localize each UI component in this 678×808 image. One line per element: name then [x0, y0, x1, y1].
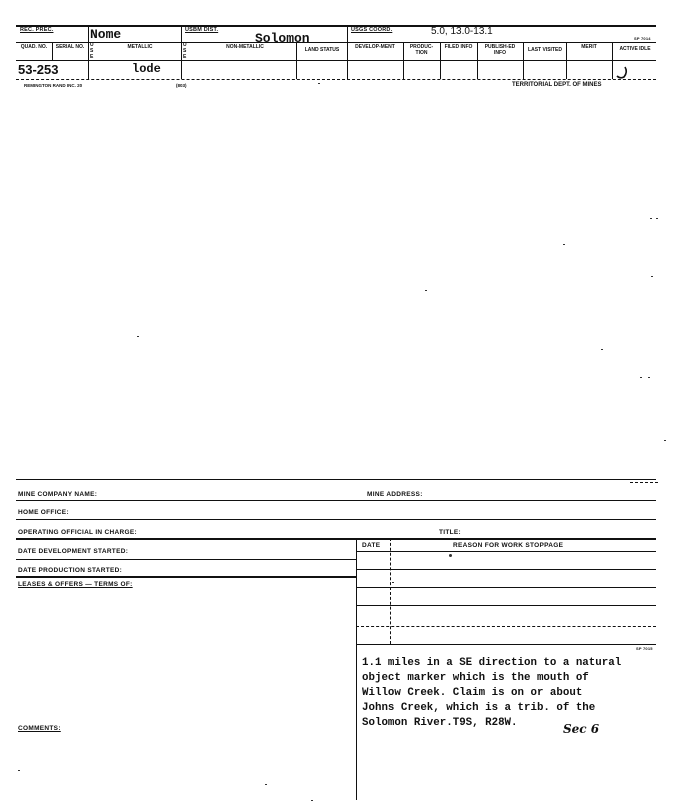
printer-code: (803) — [176, 83, 187, 88]
col-divider-visited — [523, 42, 524, 79]
location-text-block — [362, 656, 621, 731]
development-header: DEVELOP-MENT — [355, 44, 395, 50]
active-idle-header: ACTIVE IDLE — [619, 46, 651, 52]
scan-speck — [664, 440, 666, 441]
usbm-dist-label: USBM DIST. — [185, 27, 219, 33]
scan-speck — [311, 800, 313, 801]
form-code-bottom: SP 7015 — [636, 646, 653, 651]
leases-offers-label: LEASES & OFFERS — TERMS OF: — [18, 581, 133, 588]
date-production-label: DATE PRODUCTION STARTED: — [18, 567, 123, 574]
scan-speck — [449, 554, 452, 557]
scan-speck — [601, 349, 603, 350]
comments-label: COMMENTS: — [18, 725, 61, 732]
rule-official — [16, 538, 656, 540]
scan-speck — [18, 770, 20, 771]
scan-speck — [265, 784, 267, 785]
usbm-dist-value: Solomon — [255, 31, 310, 46]
location-line: Johns Creek, which is a trib. of the — [362, 702, 596, 714]
active-check-mark — [616, 66, 630, 80]
production-header: PRODUC-TION — [409, 44, 434, 56]
col-divider-nonmetallic — [181, 25, 182, 79]
col-divider-published — [477, 42, 478, 79]
scan-speck — [563, 244, 565, 245]
location-line: 1.1 miles in a SE direction to a natural — [362, 657, 622, 669]
top-rule-4 — [16, 79, 656, 80]
col-divider-land — [296, 42, 297, 79]
col-divider-serial — [88, 25, 89, 79]
scan-speck — [640, 377, 642, 378]
top-rule-2 — [16, 42, 656, 43]
reason-rule-2 — [356, 569, 656, 570]
form-code-top: SP 7014 — [634, 36, 651, 41]
usgs-coord-label: USGS COORD. — [351, 27, 393, 33]
date-column-divider — [390, 538, 391, 644]
quad-no-header: QUAD. NO. — [20, 44, 48, 50]
bottom-card-corner-rule — [630, 482, 658, 483]
rule-home-office — [16, 519, 656, 520]
use-letters-nonmetallic: U S E — [183, 42, 187, 60]
top-rule-3 — [16, 60, 656, 61]
location-line: Willow Creek. Claim is on or about — [362, 687, 583, 699]
usgs-coord-value: 5.0, 13.0-13.1 — [431, 26, 493, 37]
col-divider-merit — [566, 42, 567, 79]
serial-value: 53-253 — [18, 62, 59, 77]
home-office-label: HOME OFFICE: — [18, 509, 69, 516]
col-divider-development — [347, 25, 348, 79]
date-development-label: DATE DEVELOPMENT STARTED: — [18, 548, 129, 555]
scan-speck — [656, 218, 658, 219]
location-line: Solomon River.T9S, R28W. — [362, 717, 518, 729]
scan-speck — [392, 582, 394, 583]
merit-header: MERIT — [581, 44, 597, 50]
col-divider-production — [403, 42, 404, 79]
col-divider-active — [612, 42, 613, 79]
rule-date-dev — [16, 559, 356, 560]
reason-rule-1 — [356, 551, 656, 552]
reason-rule-3 — [356, 587, 656, 588]
use-letters-metallic: U S E — [90, 42, 94, 60]
non-metallic-header: NON-METALLIC — [226, 44, 264, 50]
reason-column-header: REASON FOR WORK STOPPAGE — [453, 542, 564, 549]
mine-address-label: MINE ADDRESS: — [367, 491, 423, 498]
reason-rule-5 — [356, 626, 656, 627]
rec-prec-value: Nome — [90, 27, 122, 42]
scan-speck — [137, 336, 139, 337]
handwritten-note: Sec 6 — [563, 722, 600, 736]
last-visited-header: LAST VISITED — [528, 47, 562, 53]
title-label: TITLE: — [439, 529, 462, 536]
printer-line: REMINGTON RAND INC. 20 — [24, 83, 83, 88]
left-right-divider — [356, 538, 357, 800]
land-status-header: LAND STATUS — [304, 47, 340, 53]
rule-date-prod — [16, 576, 356, 578]
scan-speck — [425, 290, 427, 291]
territorial-dept-label: TERRITORIAL DEPT. OF MINES — [512, 82, 602, 88]
rec-prec-label: REC. PREC. — [20, 27, 54, 33]
metallic-value: lode — [132, 62, 161, 76]
reason-rule-4 — [356, 605, 656, 606]
metallic-header: METALLIC — [127, 44, 153, 50]
scan-speck — [318, 83, 320, 84]
operating-official-label: OPERATING OFFICIAL IN CHARGE: — [18, 529, 137, 536]
published-info-header: PUBLISH-ED INFO — [484, 44, 516, 56]
scan-speck — [650, 218, 652, 219]
date-column-header: DATE — [362, 542, 381, 549]
bottom-card-top-rule — [16, 479, 656, 480]
reason-rule-6 — [356, 644, 656, 645]
filed-info-header: FILED INFO — [444, 44, 473, 50]
col-divider-filed — [440, 42, 441, 79]
rule-company — [16, 500, 656, 501]
mine-company-label: MINE COMPANY NAME: — [18, 491, 98, 498]
scan-speck — [648, 377, 650, 378]
serial-no-header: SERIAL NO. — [55, 44, 85, 50]
location-line: object marker which is the mouth of — [362, 672, 589, 684]
scan-speck — [651, 276, 653, 277]
